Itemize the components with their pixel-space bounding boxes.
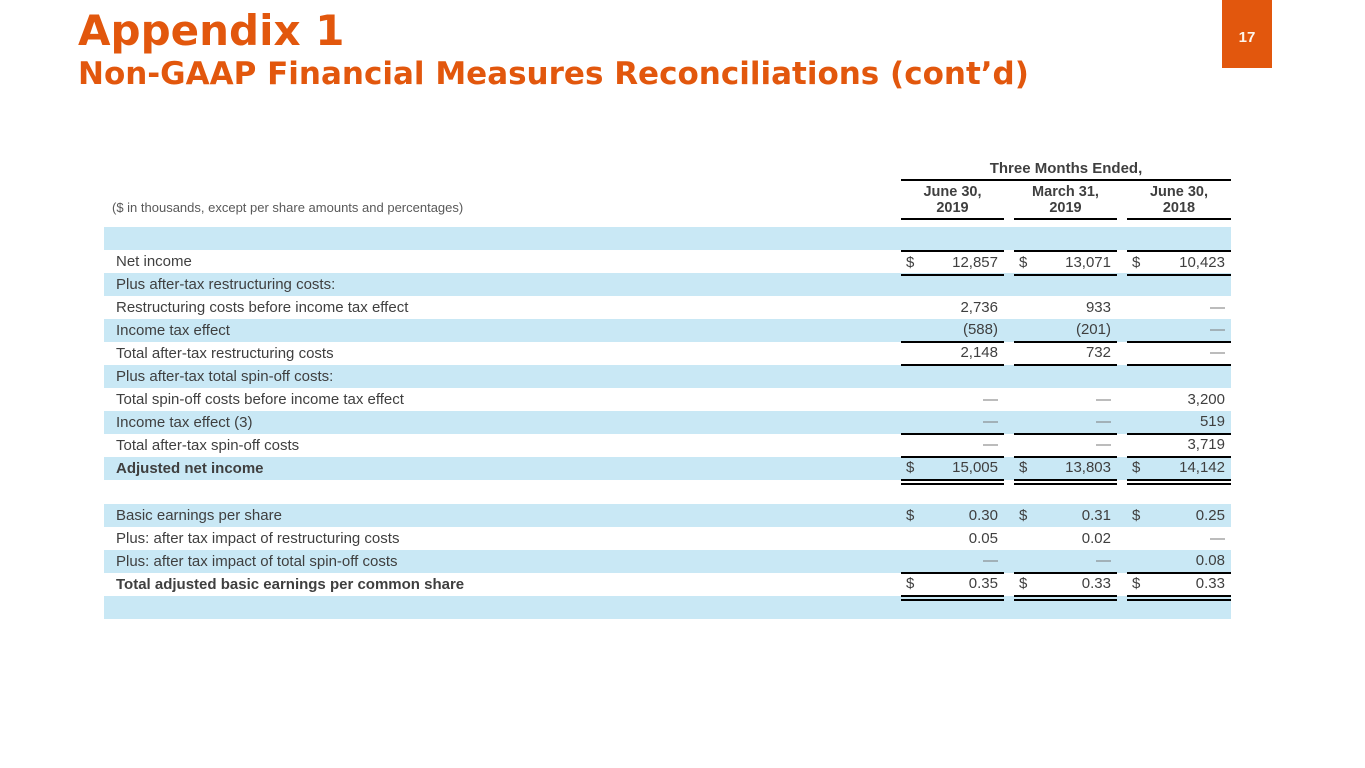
row-value-cell — [1014, 227, 1117, 250]
dollar-sign: $ — [1132, 575, 1141, 592]
value: 0.30 — [968, 506, 998, 524]
row-value-cell — [901, 411, 1004, 435]
value: 2,736 — [960, 298, 998, 316]
table-row — [104, 296, 1231, 319]
table-row — [104, 250, 1231, 273]
value: 0.33 — [1195, 575, 1225, 592]
value: 0.05 — [968, 529, 998, 547]
column-header-jun-2018 — [1127, 181, 1231, 220]
column-header-jun-2019 — [901, 181, 1004, 220]
row-label — [104, 480, 891, 504]
value: 13,071 — [1065, 254, 1111, 271]
dollar-sign: $ — [1132, 459, 1141, 476]
row-value-cell — [1014, 527, 1117, 550]
row-value-cell — [901, 504, 1004, 527]
row-label: Restructuring costs before income tax effect — [116, 299, 409, 316]
row-label: Total after-tax spin-off costs — [116, 437, 300, 454]
row-value-cell — [1014, 434, 1117, 458]
value: (201) — [1075, 321, 1111, 338]
value: 12,857 — [952, 254, 998, 271]
row-value-cell — [1127, 480, 1231, 504]
column-header-mar-2019 — [1014, 181, 1117, 220]
dollar-sign: $ — [1019, 506, 1028, 524]
row-value-cell — [1014, 342, 1117, 366]
row-value-cell — [901, 273, 1004, 296]
row-label: Plus after-tax total spin-off costs: — [116, 368, 334, 385]
table-row — [104, 342, 1231, 365]
value: 933 — [1085, 298, 1111, 316]
table-rows — [104, 227, 1231, 619]
value: 0.33 — [1081, 575, 1111, 592]
value: 0.08 — [1195, 552, 1225, 569]
row-label — [104, 227, 891, 250]
row-label: Plus: after tax impact of total spin-off costs — [116, 553, 398, 570]
row-label — [104, 596, 891, 619]
row-value-cell — [1127, 504, 1231, 527]
row-value-cell — [1127, 296, 1231, 319]
value: (588) — [962, 321, 998, 338]
table-row — [104, 573, 1231, 596]
row-value-cell — [901, 550, 1004, 574]
value: 0.02 — [1081, 529, 1111, 547]
row-label: Income tax effect (3) — [116, 414, 253, 431]
row-value-cell — [901, 527, 1004, 550]
row-value-cell — [1014, 365, 1117, 388]
row-label: Net income — [116, 253, 192, 270]
dollar-sign: $ — [906, 459, 915, 476]
table-row — [104, 434, 1231, 457]
value: 2,148 — [960, 344, 998, 361]
value: — — [1210, 298, 1225, 316]
value: — — [983, 436, 998, 453]
column-header-line1: March 31, — [1032, 184, 1099, 200]
dollar-sign: $ — [1019, 575, 1028, 592]
value: — — [1210, 529, 1225, 547]
row-label: Adjusted net income — [116, 460, 264, 477]
row-value-cell — [1127, 596, 1231, 619]
table-row — [104, 388, 1231, 411]
row-label: Total adjusted basic earnings per common share — [116, 576, 465, 593]
value: 13,803 — [1065, 459, 1111, 476]
row-value-cell — [1127, 550, 1231, 574]
row-value-cell — [1127, 388, 1231, 411]
row-value-cell — [1014, 388, 1117, 411]
row-value-cell — [1014, 319, 1117, 343]
value: — — [983, 552, 998, 569]
table-row — [104, 273, 1231, 296]
row-value-cell — [1127, 319, 1231, 343]
column-header-line1: June 30, — [923, 184, 982, 200]
row-value-cell — [1127, 527, 1231, 550]
row-value-cell — [1014, 550, 1117, 574]
period-header: Three Months Ended, — [901, 160, 1231, 181]
row-label: Income tax effect — [116, 322, 230, 339]
row-value-cell — [1014, 504, 1117, 527]
value: 3,200 — [1187, 390, 1225, 408]
value: 0.31 — [1081, 506, 1111, 524]
row-label: Total after-tax restructuring costs — [116, 345, 334, 362]
dollar-sign: $ — [1132, 506, 1141, 524]
units-note: ($ in thousands, except per share amounts and percentages) — [112, 200, 464, 215]
dollar-sign: $ — [1019, 254, 1028, 271]
dollar-sign: $ — [1132, 254, 1141, 271]
table-row — [104, 550, 1231, 573]
column-header-line2: 2019 — [1049, 200, 1082, 216]
row-value-cell — [901, 296, 1004, 319]
column-header-line1: June 30, — [1149, 184, 1209, 200]
page-title: Appendix 1 — [78, 6, 345, 55]
row-value-cell — [1127, 227, 1231, 250]
value: — — [983, 413, 998, 430]
row-value-cell — [1127, 365, 1231, 388]
table-row — [104, 504, 1231, 527]
row-value-cell — [901, 227, 1004, 250]
financial-table — [104, 160, 1231, 619]
table-row — [104, 527, 1231, 550]
value: — — [1210, 344, 1225, 361]
page-subtitle: Non-GAAP Financial Measures Reconciliations (cont’d) — [78, 56, 1029, 92]
table-row — [104, 411, 1231, 434]
value: — — [983, 390, 998, 408]
row-value-cell — [1014, 273, 1117, 296]
dollar-sign: $ — [906, 575, 915, 592]
table-row — [104, 480, 1231, 504]
row-value-cell — [1127, 273, 1231, 296]
table-row — [104, 319, 1231, 342]
row-value-cell — [1014, 296, 1117, 319]
title-block — [78, 6, 1029, 93]
dollar-sign: $ — [1019, 459, 1028, 476]
value: 0.25 — [1195, 506, 1225, 524]
row-value-cell — [901, 434, 1004, 458]
value: — — [1096, 552, 1111, 569]
column-header-line2: 2018 — [1162, 200, 1196, 216]
value: 14,142 — [1179, 459, 1225, 476]
value: — — [1096, 390, 1111, 408]
row-value-cell — [1127, 342, 1231, 366]
table-row — [104, 365, 1231, 388]
row-value-cell — [1014, 411, 1117, 435]
row-label: Basic earnings per share — [116, 507, 282, 524]
dollar-sign: $ — [906, 254, 915, 271]
row-value-cell — [1014, 480, 1117, 504]
table-header — [104, 160, 1231, 220]
page-number: 17 — [1238, 28, 1256, 46]
value: 15,005 — [952, 459, 998, 476]
row-value-cell — [901, 596, 1004, 619]
value: 732 — [1085, 344, 1111, 361]
row-value-cell — [901, 342, 1004, 366]
value: 3,719 — [1187, 436, 1225, 453]
row-value-cell — [1127, 411, 1231, 435]
value: — — [1096, 413, 1111, 430]
value: — — [1096, 436, 1111, 453]
row-value-cell — [901, 388, 1004, 411]
row-value-cell — [1014, 596, 1117, 619]
row-label: Plus: after tax impact of restructuring costs — [116, 530, 400, 547]
row-value-cell — [1127, 434, 1231, 458]
value: 10,423 — [1179, 254, 1225, 271]
table-row — [104, 596, 1231, 619]
page-number-badge — [1222, 0, 1272, 68]
row-label: Plus after-tax restructuring costs: — [116, 276, 336, 293]
row-value-cell — [901, 365, 1004, 388]
dollar-sign: $ — [906, 506, 915, 524]
table-row — [104, 457, 1231, 480]
column-header-line2: 2019 — [936, 200, 969, 216]
row-value-cell — [901, 480, 1004, 504]
value: 519 — [1199, 413, 1225, 430]
row-label: Total spin-off costs before income tax effect — [116, 391, 404, 408]
table-row — [104, 227, 1231, 250]
value: — — [1210, 321, 1225, 338]
row-value-cell — [901, 319, 1004, 343]
value: 0.35 — [968, 575, 998, 592]
